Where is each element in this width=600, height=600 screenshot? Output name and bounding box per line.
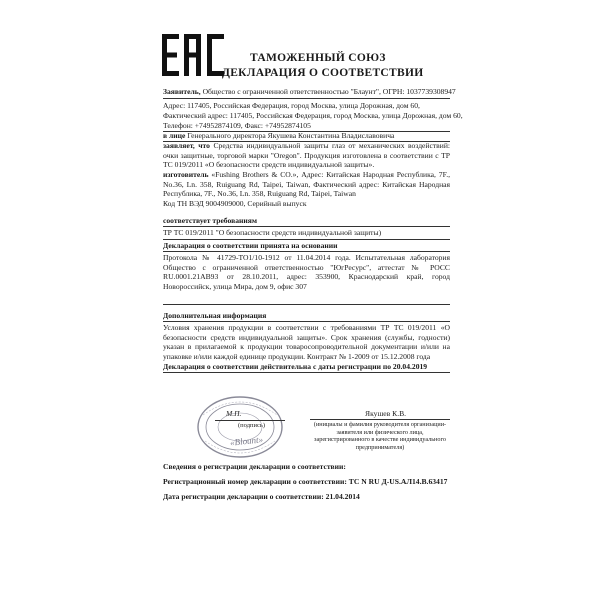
additional-label xyxy=(163,311,266,321)
basis-label xyxy=(163,241,338,251)
divider xyxy=(163,321,450,322)
seal-mp-mark: М.П. xyxy=(226,409,242,418)
additional-label-text: Дополнительная информация xyxy=(163,311,267,320)
representative-line xyxy=(310,419,450,420)
applicant-line xyxy=(163,87,456,97)
registration-date xyxy=(163,492,360,502)
representative-note: (инициалы и фамилия руководителя организации-заявителя или физического лица, зарегистрированного в качестве индивидуального предпринимателя) xyxy=(313,421,447,451)
applicant-phone: Телефон: +74952874109, Факс: +74952874105 xyxy=(163,121,311,130)
registration-number-value: ТС N RU Д-US.АЛ14.В.63417 xyxy=(346,477,448,486)
validity-text: Декларация о соответствии действительна с даты регистрации по 20.04.2019 xyxy=(163,362,428,371)
applicant-address: Адрес: 117405, Российская Федерация, город Москва, улица Дорожная, дом 60, xyxy=(163,101,420,110)
registration-number-label: Регистрационный номер декларации о соответствии: xyxy=(163,477,347,486)
product-code: Код ТН ВЭД 9004909000, Серийный выпуск xyxy=(163,199,307,208)
additional-text: Условия хранения продукции в соответствии с требованиями ТР ТС 019/2011 «О безопасности средств индивидуальной защиты». Срок хранения (службы, годности) указан в прилагаемой к продукции товаросопроводительной документации и/или на упаковке и/или каждой единице продукции. Контракт № 1-2009 от 15.12.2008 года xyxy=(163,323,450,361)
registration-date-label: Дата регистрации декларации о соответствии: xyxy=(163,492,324,501)
divider xyxy=(163,239,450,240)
applicant-person xyxy=(163,131,394,141)
registration-date-value: 21.04.2014 xyxy=(323,492,360,501)
applicant-actual-address: Фактический адрес: 117405, Российская Федерация, город Москва, улица Дорожная, дом 60, xyxy=(163,111,463,120)
seal-company-text: «Blount» xyxy=(229,434,264,448)
applicant-text: Общество с ограниченной ответственностью "Блаунт", ОГРН: 1037739308947 xyxy=(200,87,456,96)
header-title-union: ТАМОЖЕННЫЙ СОЮЗ xyxy=(250,52,386,64)
person-text: Генерального директора Якушева Константина Владиславовича xyxy=(185,131,395,140)
registration-info-label xyxy=(163,462,346,472)
declares-text: Средства индивидуальной защиты глаз от механических воздействий: очки защитные, торговой марки "Oregon". Продукция изготовлена в соответствии с ТР ТС 019/2011 «О безопасности средств индивидуальной защиты». xyxy=(163,141,450,170)
header-title-declaration: ДЕКЛАРАЦИЯ О СООТВЕТСТВИИ xyxy=(222,67,424,79)
signature-line xyxy=(215,420,285,421)
person-label: в лице xyxy=(163,131,186,140)
basis-text: Протокола № 41729-ТО1/10-1912 от 11.04.2014 года. Испытательная лаборатория Общество с ограниченной ответственностью "ЮгРесурс", аттестат № РОСС RU.0001.21АВ93 от 28.10.2011, адрес: 353900, Краснодарский край, город Новороссийск, улица Мира, дом 9, офис 307 xyxy=(163,253,450,291)
representative-name: Якушев К.В. xyxy=(365,409,407,418)
registration-number xyxy=(163,477,447,487)
basis-label-text: Декларация о соответствии принята на основании xyxy=(163,241,338,250)
eac-logo-icon xyxy=(162,34,226,76)
signature-label: (подпись) xyxy=(238,422,265,429)
applicant-label: Заявитель, xyxy=(163,87,201,96)
manufacturer-text: «Fushing Brothers & CO.», Адрес: Китайская Народная Республика, 7F., No.36, Ln. 358, Ruiguang Rd, Taipei, Taiwan, Фактический адрес: Китайская Народная Республика, 7F., No.36, Ln. 358, Ruiguang Rd, Taipei, Taiwan xyxy=(163,170,450,199)
manufacturer-paragraph xyxy=(163,170,450,199)
declares-label: заявляет, что xyxy=(163,141,210,150)
divider xyxy=(163,372,450,373)
conforms-text: ТР ТС 019/2011 "О безопасности средств индивидуальной защиты) xyxy=(163,228,382,237)
manufacturer-label: изготовитель xyxy=(163,170,209,179)
divider xyxy=(163,251,450,252)
conforms-label-text: соответствует требованиям xyxy=(163,216,258,225)
declares-paragraph xyxy=(163,141,450,170)
divider xyxy=(163,226,450,227)
conforms-label xyxy=(163,216,257,226)
validity-line xyxy=(163,362,427,372)
divider xyxy=(163,304,450,305)
registration-info-text: Сведения о регистрации декларации о соответствии: xyxy=(163,462,346,471)
divider xyxy=(163,98,450,99)
